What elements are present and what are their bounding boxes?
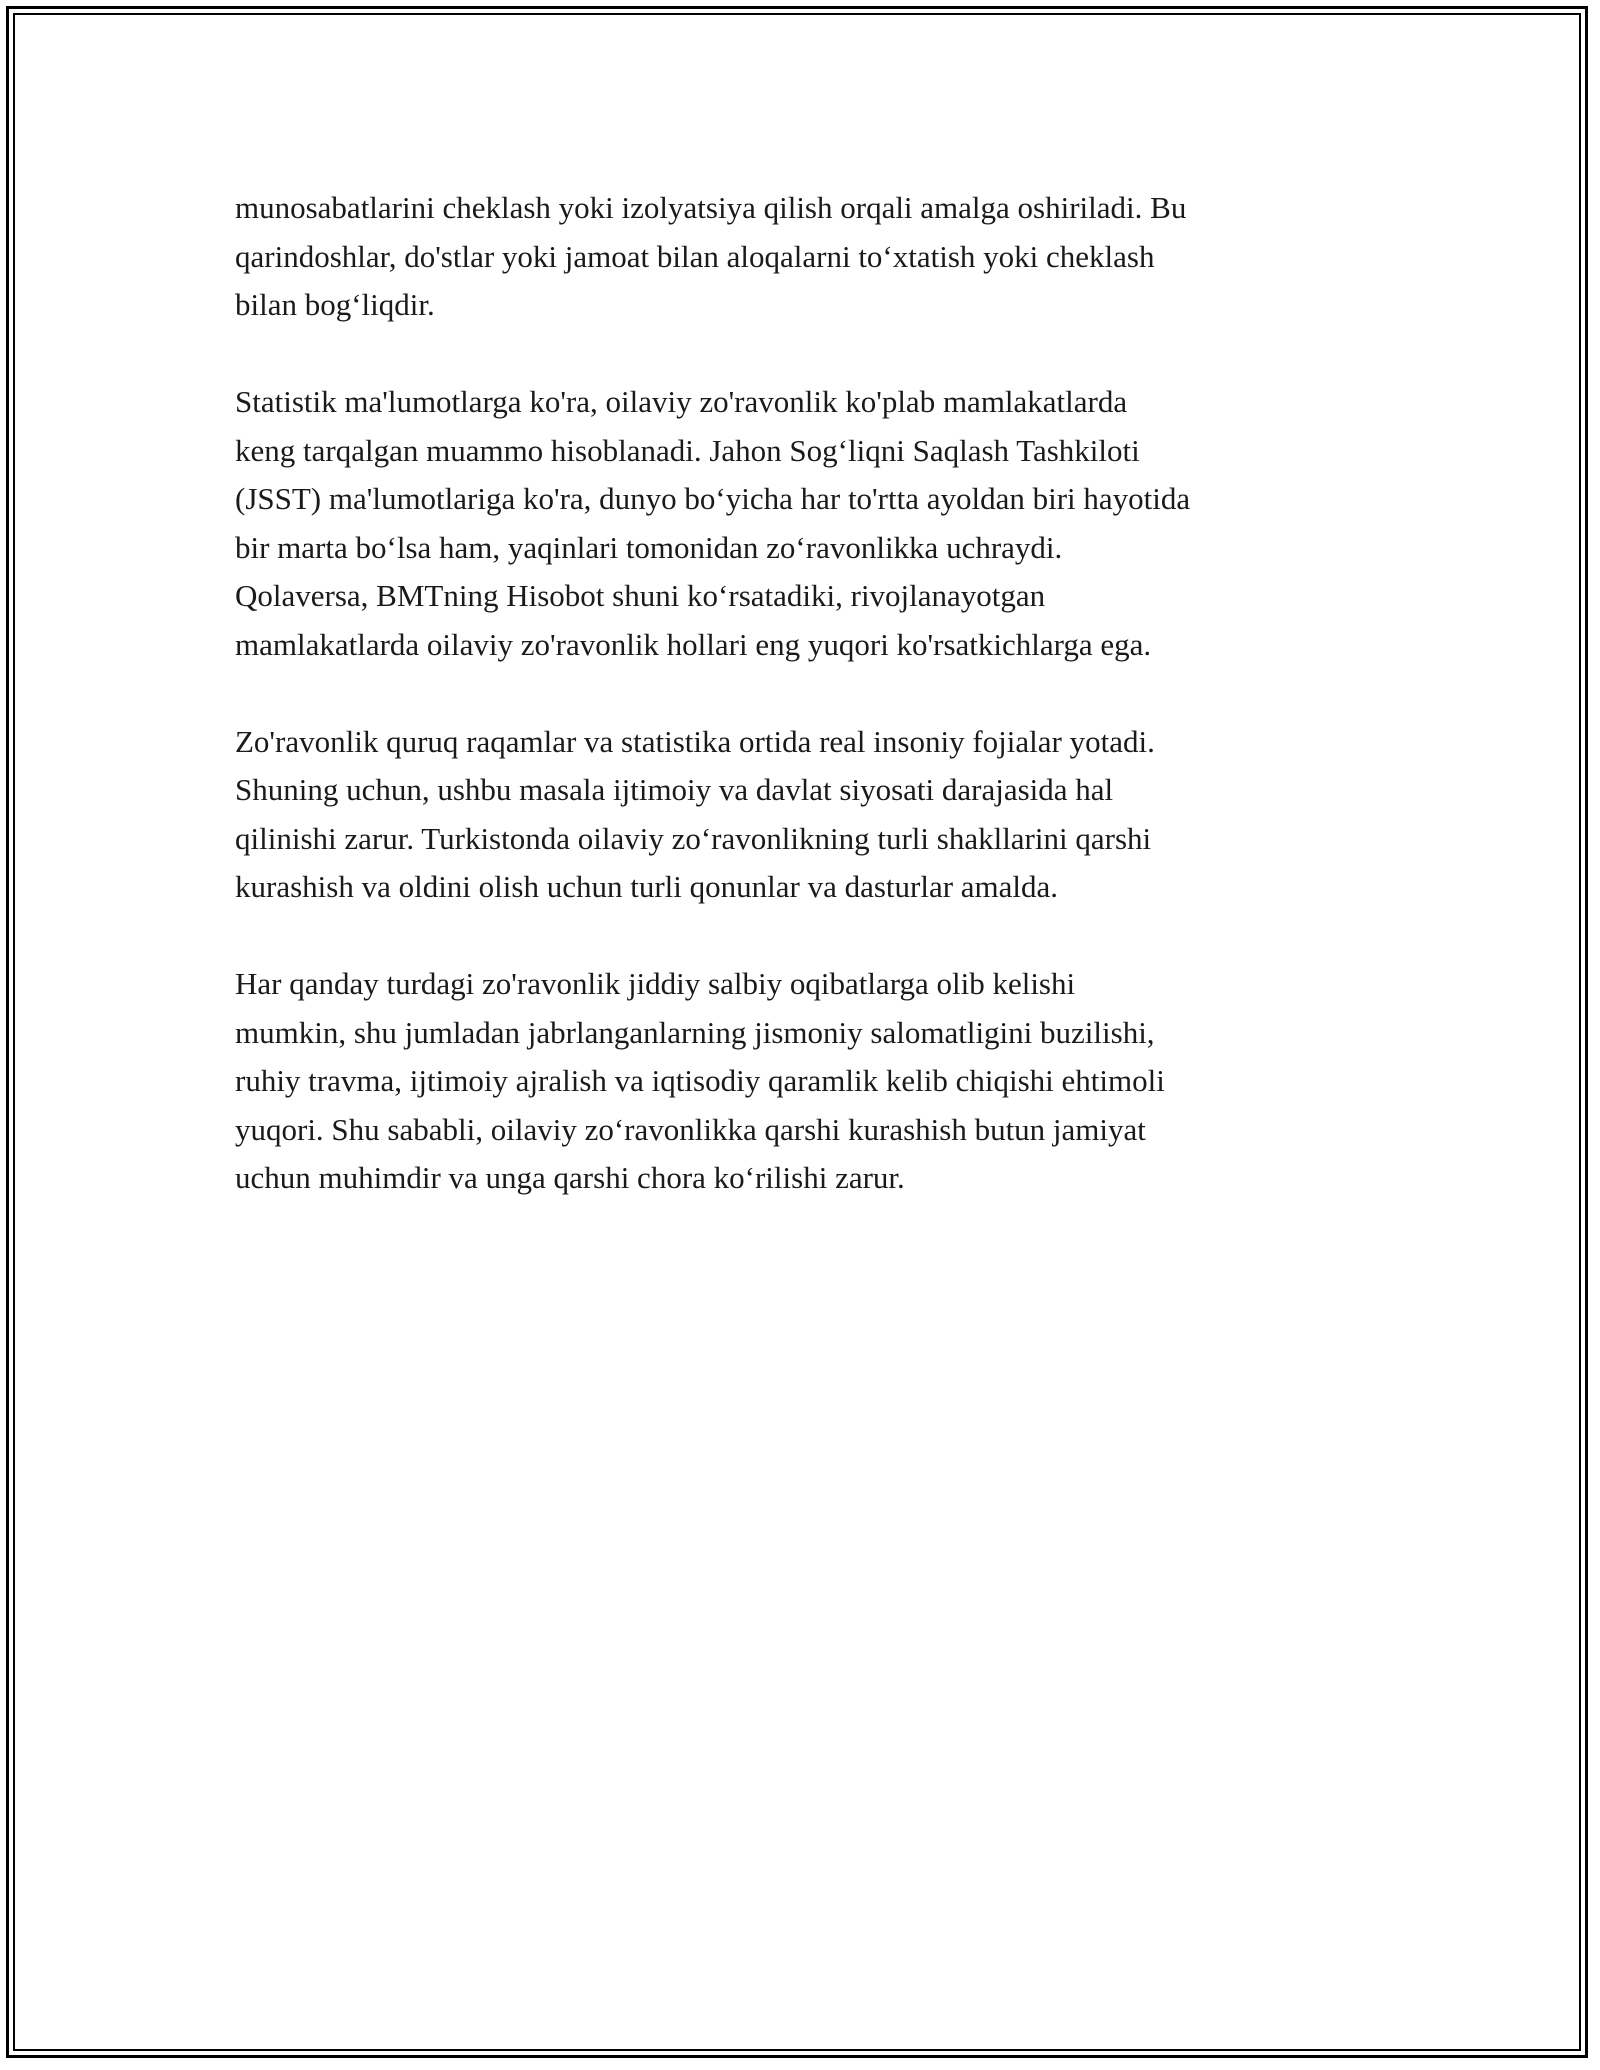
text-line: ruhiy travma, ijtimoiy ajralish va iqtisodiy qaramlik kelib chiqishi ehtimoli xyxy=(235,1063,1165,1098)
text-line: kurashish va oldini olish uchun turli qonunlar va dasturlar amalda. xyxy=(235,869,1059,904)
text-line: yuqori. Shu sababli, oilaviy zo‘ravonlikka qarshi kurashish butun jamiyat xyxy=(235,1111,1146,1147)
text-line: uchun muhimdir va unga qarshi chora ko‘rilishi zarur. xyxy=(235,1160,905,1195)
text-line: keng tarqalgan muammo hisoblanadi. Jahon Sog‘liqni Saqlash Tashkiloti xyxy=(235,432,1140,468)
text-line: mumkin, shu jumladan jabrlanganlarning jismoniy salomatligini buzilishi, xyxy=(235,1014,1155,1050)
text-line: (JSST) ma'lumotlariga ko'ra, dunyo bo‘yicha har to'rtta ayoldan biri hayotida xyxy=(235,481,1191,516)
paragraph-1 xyxy=(235,184,1385,330)
text-line: Statistik ma'lumotlarga ko'ra, oilaviy zo'ravonlik ko'plab mamlakatlarda xyxy=(235,384,1128,419)
paragraph-3 xyxy=(235,718,1385,912)
text-line: Har qanday turdagi zo'ravonlik jiddiy salbiy oqibatlarga olib kelishi xyxy=(235,966,1076,1001)
text-line: Zo'ravonlik quruq raqamlar va statistika ortida real insoniy fojialar yotadi. xyxy=(235,723,1155,759)
document-body xyxy=(235,184,1385,1251)
text-line: munosabatlarini cheklash yoki izolyatsiya qilish orqali amalga oshiriladi. Bu xyxy=(235,190,1187,225)
paragraph-4 xyxy=(235,960,1385,1203)
text-line: Shuning uchun, ushbu masala ijtimoiy va davlat siyosati darajasida hal xyxy=(235,772,1114,807)
text-line: Qolaversa, BMTning Hisobot shuni ko‘rsatadiki, rivojlanayotgan xyxy=(235,578,1046,613)
text-line: bir marta bo‘lsa ham, yaqinlari tomonidan zo‘ravonlikka uchraydi. xyxy=(235,529,1063,565)
text-line: qarindoshlar, do'stlar yoki jamoat bilan aloqalarni to‘xtatish yoki cheklash xyxy=(235,238,1155,274)
text-line: bilan bog‘liqdir. xyxy=(235,287,435,322)
paragraph-2 xyxy=(235,378,1385,669)
text-line: qilinishi zarur. Turkistonda oilaviy zo‘ravonlikning turli shakllarini qarshi xyxy=(235,820,1152,856)
text-line: mamlakatlarda oilaviy zo'ravonlik hollari eng yuqori ko'rsatkichlarga ega. xyxy=(235,626,1152,662)
